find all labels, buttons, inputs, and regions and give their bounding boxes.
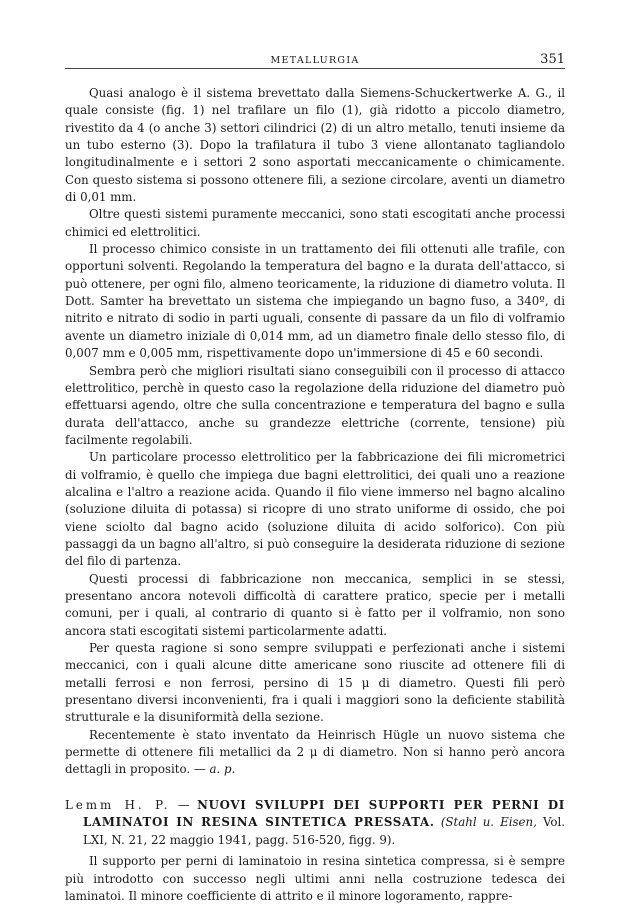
journal-name: (Stahl u. Eisen, — [440, 815, 537, 830]
paragraph: Oltre questi sistemi puramente meccanici, sono stati escogitati anche processi chimici ed elettrolitici. — [65, 207, 565, 239]
document-page — [65, 50, 565, 905]
article-body — [65, 853, 565, 905]
heading-dash: — — [170, 797, 198, 812]
paragraph: Il processo chimico consiste in un trattamento dei fili ottenuti alle trafile, con opportuni solventi. Regolando la temperatura del bagno e la durata dell'attacco, si può ottenere, per ogni filo, almeno teoricamente, la riduzione di diametro voluta. Il Dott. Samter ha brevettato un sistema che impiegando un bagno fuso, a 340º, di nitrito e nitrato di sodio in parti uguali, consente di passare da un filo di volframio avente un diametro iniziale di 0,014 mm, ad un diametro finale dello stesso filo, di 0,007 mm e 0,005 mm, rispettivamente dopo un'immersione di 45 e 60 secondi. — [65, 242, 565, 361]
paragraph-with-signature — [65, 727, 565, 779]
article-body-previous — [65, 85, 565, 779]
page-number: 351 — [540, 52, 565, 67]
paragraph: Un particolare processo elettrolitico per la fabbricazione dei fili micrometrici di volframio, è quello che impiega due bagni elettrolitici, dei quali uno a reazione alcalina e l'altro a reazione acida. Quando il filo viene immerso nel bagno alcalino (soluzione diluita di potassa) si ricopre di uno strato uniforme di ossido, che poi viene sciolto dal bagno acido (soluzione diluita di acido solforico). Con più passaggi da un bagno all'altro, si può conseguire la desiderata riduzione di sezione del filo di partenza. — [65, 450, 565, 569]
article-title: NUOVI SVILUPPI DEI SUPPORTI PER PERNI DI LAMINATOI IN RESINA SINTETICA PRESSATA. — [83, 797, 565, 830]
paragraph: Sembra però che migliori risultati siano conseguibili con il processo di attacco elettrolitico, perchè in questo caso la regolazione della riduzione del diametro può effettuarsi agendo, oltre che sulla concentrazione e temperatura del bagno e sulla durata dell'attacco, anche su grandezze elettriche (corrente, tensione) più facilmente regolabili. — [65, 363, 565, 447]
paragraph: Questi processi di fabbricazione non meccanica, semplici in se stessi, presentano ancora notevoli difficoltà di carattere pratico, specie per i metalli comuni, per i quali, al contrario di quanto si è fatto per il volframio, non sono ancora stati escogitati sistemi particolarmente adatti. — [65, 571, 565, 638]
article-author: Lemm H. P. — [65, 797, 171, 812]
paragraph: Il supporto per perni di laminatoio in resina sintetica compressa, si è sempre più introdotto con successo negli ultimi anni nella costruzione tedesca dei laminatoi. Il minore coefficiente di attrito e il minore logoramento, rappre- — [65, 854, 565, 903]
paragraph: Quasi analogo è il sistema brevettato dalla Siemens-Schuckertwerke A. G., il quale consiste (fig. 1) nel trafilare un filo (1), già ridotto a piccolo diametro, rivestito da 4 (o anche 3) settori cilindrici (2) di un altro metallo, tenuti insieme da un tubo esterno (3). Dopo la trafilatura il tubo 3 viene allontanato tagliandolo longitudinalmente e i settori 2 sono asportati meccanicamente o chimicamente. Con questo sistema si possono ottenere fili, a sezione circolare, aventi un diametro di 0,01 mm. — [65, 86, 565, 205]
article-heading — [65, 797, 565, 850]
paragraph: Per questa ragione si sono sempre sviluppati e perfezionati anche i sistemi meccanici, con i quali alcune ditte americane sono riuscite ad ottenere fili di metalli ferrosi e non ferrosi, persino di 15 μ di diametro. Questi fili però presentano diversi inconvenienti, fra i quali i maggiori sono la deficiente stabilità strutturale e la disuniformità della sezione. — [65, 641, 565, 725]
running-title: METALLURGIA — [270, 55, 360, 66]
running-header — [65, 50, 565, 69]
citation-details: Vol. LXI, N. 21, 22 maggio 1941, pagg. 516-520, figg. 9). — [83, 815, 566, 847]
paragraph-text: Recentemente è stato inventato da Heinrisch Hügle un nuovo sistema che permette di ottenere fili metallici da 2 μ di diametro. Non si hanno però ancora dettagli in proposito. — — [65, 727, 565, 777]
author-signature: a. p. — [209, 762, 236, 777]
